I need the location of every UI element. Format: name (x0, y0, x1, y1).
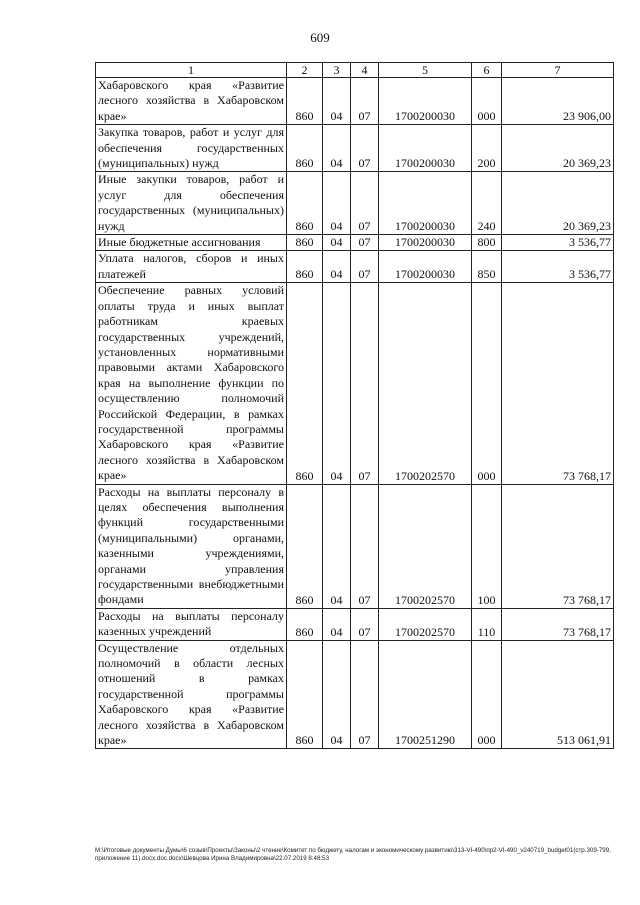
table-row (96, 235, 614, 251)
document-path-footer: M:\Итоговые документы Думы\6 созыв\Проекты\Законы\2 чтение\Комитет по бюджету, налогам и экономическому развитию\313-VI-490\пр2-VI-490_v240719_budget01(стр.309-799, приложение 11).docx.doc.docx\Шевцова Ирина Владимировна\22.07.2019 8:48:53 (95, 847, 611, 862)
row-ministry-code: 860 (287, 78, 323, 125)
row-target-article: 1700251290 (379, 640, 472, 749)
row-subsection: 07 (351, 608, 379, 640)
row-subsection: 07 (351, 283, 379, 484)
table-row (96, 78, 614, 125)
row-amount: 3 536,77 (502, 235, 614, 251)
row-ministry-code: 860 (287, 251, 323, 283)
row-target-article: 1700202570 (379, 283, 472, 484)
header-col-3: 3 (323, 63, 351, 78)
header-col-6: 6 (472, 63, 502, 78)
row-expense-type: 800 (472, 235, 502, 251)
table-row (96, 172, 614, 235)
row-amount: 73 768,17 (502, 608, 614, 640)
row-section: 04 (323, 608, 351, 640)
row-name: Хабаровского края «Развитие лесного хозяйства в Хабаровском крае» (96, 78, 287, 125)
row-amount: 23 906,00 (502, 78, 614, 125)
row-subsection: 07 (351, 78, 379, 125)
row-ministry-code: 860 (287, 484, 323, 608)
row-section: 04 (323, 251, 351, 283)
row-name: Расходы на выплаты персоналу в целях обеспечения выполнения функций государственными (муниципальными) органами, казенными учреждениями, органами управления государственными внебюджетными фондами (96, 484, 287, 608)
row-expense-type: 110 (472, 608, 502, 640)
table-row (96, 251, 614, 283)
row-section: 04 (323, 283, 351, 484)
row-target-article: 1700202570 (379, 608, 472, 640)
row-subsection: 07 (351, 235, 379, 251)
row-subsection: 07 (351, 172, 379, 235)
row-amount: 20 369,23 (502, 172, 614, 235)
row-ministry-code: 860 (287, 125, 323, 172)
header-col-1: 1 (96, 63, 287, 78)
row-section: 04 (323, 78, 351, 125)
row-target-article: 1700200030 (379, 172, 472, 235)
row-subsection: 07 (351, 484, 379, 608)
header-col-2: 2 (287, 63, 323, 78)
row-expense-type: 240 (472, 172, 502, 235)
header-col-4: 4 (351, 63, 379, 78)
row-expense-type: 100 (472, 484, 502, 608)
row-amount: 73 768,17 (502, 283, 614, 484)
row-expense-type: 000 (472, 78, 502, 125)
row-ministry-code: 860 (287, 640, 323, 749)
row-expense-type: 200 (472, 125, 502, 172)
row-section: 04 (323, 125, 351, 172)
budget-table (95, 62, 614, 749)
row-section: 04 (323, 484, 351, 608)
row-subsection: 07 (351, 125, 379, 172)
row-target-article: 1700200030 (379, 125, 472, 172)
table-header-row (96, 63, 614, 78)
row-name: Осуществление отдельных полномочий в области лесных отношений в рамках государственной программы Хабаровского края «Развитие лесного хозяйства в Хабаровском крае» (96, 640, 287, 749)
row-amount: 3 536,77 (502, 251, 614, 283)
row-ministry-code: 860 (287, 235, 323, 251)
row-name: Закупка товаров, работ и услуг для обеспечения государственных (муниципальных) нужд (96, 125, 287, 172)
row-name: Уплата налогов, сборов и иных платежей (96, 251, 287, 283)
row-expense-type: 850 (472, 251, 502, 283)
row-expense-type: 000 (472, 283, 502, 484)
row-target-article: 1700200030 (379, 251, 472, 283)
row-target-article: 1700200030 (379, 235, 472, 251)
row-subsection: 07 (351, 251, 379, 283)
header-col-7: 7 (502, 63, 614, 78)
row-expense-type: 000 (472, 640, 502, 749)
row-section: 04 (323, 172, 351, 235)
row-name: Расходы на выплаты персоналу казенных учреждений (96, 608, 287, 640)
row-ministry-code: 860 (287, 608, 323, 640)
table-row (96, 283, 614, 484)
row-section: 04 (323, 235, 351, 251)
row-name: Обеспечение равных условий оплаты труда и иных выплат работникам краевых государственных учреждений, установленных нормативными правовыми актами Хабаровского края на выполнение функции по осуществлению полномочий Российской Федерации, в рамках государственной программы Хабаровского края «Развитие лесного хозяйства в Хабаровском крае» (96, 283, 287, 484)
table-row (96, 608, 614, 640)
row-name: Иные бюджетные ассигнования (96, 235, 287, 251)
row-subsection: 07 (351, 640, 379, 749)
row-amount: 20 369,23 (502, 125, 614, 172)
row-section: 04 (323, 640, 351, 749)
table-row (96, 125, 614, 172)
page-number: 609 (310, 30, 330, 45)
table-row (96, 484, 614, 608)
row-target-article: 1700200030 (379, 78, 472, 125)
row-amount: 73 768,17 (502, 484, 614, 608)
row-ministry-code: 860 (287, 283, 323, 484)
row-ministry-code: 860 (287, 172, 323, 235)
table-row (96, 640, 614, 749)
row-target-article: 1700202570 (379, 484, 472, 608)
row-amount: 513 061,91 (502, 640, 614, 749)
row-name: Иные закупки товаров, работ и услуг для обеспечения государственных (муниципальных) нужд (96, 172, 287, 235)
header-col-5: 5 (379, 63, 472, 78)
